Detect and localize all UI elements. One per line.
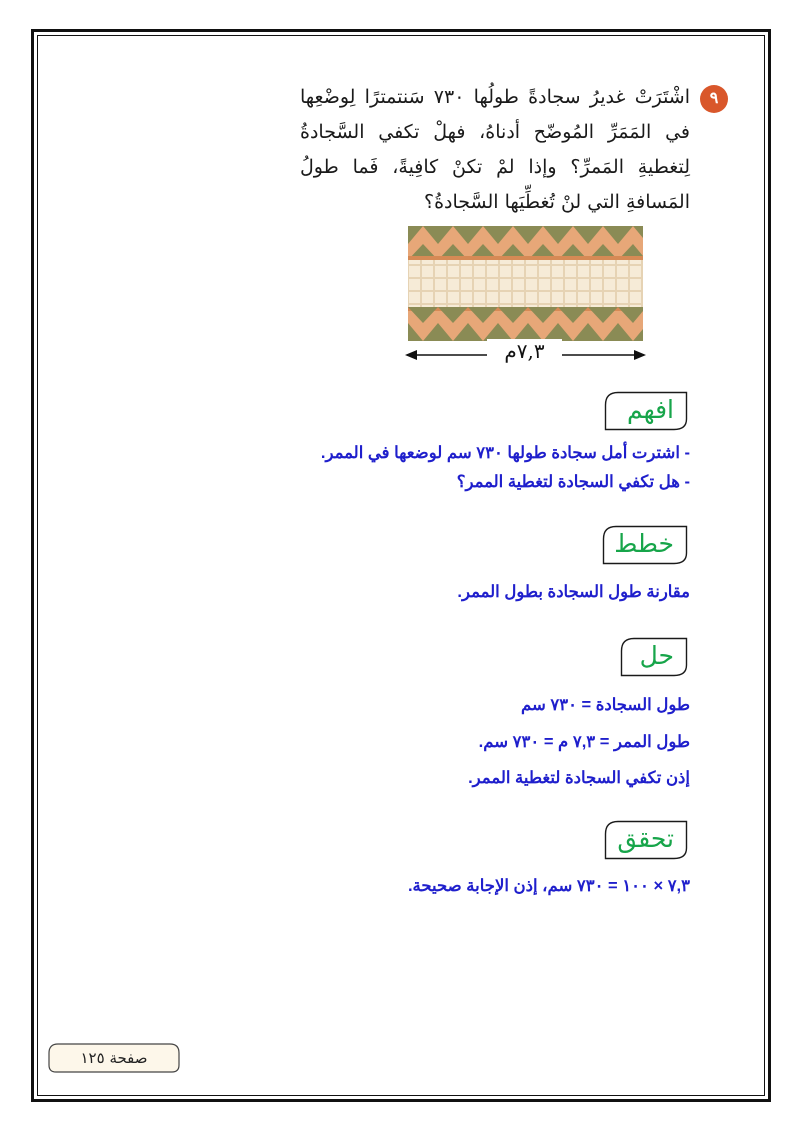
solve-line-2: طول الممر = ٧,٣ م = ٧٣٠ سم. — [478, 733, 690, 751]
plan-line-1: مقارنة طول السجادة بطول الممر. — [457, 583, 690, 601]
understand-heading: افهم — [604, 391, 688, 431]
solve-heading: حل — [620, 637, 688, 677]
solve-line-1: طول السجادة = ٧٣٠ سم — [520, 696, 690, 714]
solve-line-3: إذن تكفي السجادة لتغطية الممر. — [468, 769, 690, 787]
dimension-label: ٧,٣م — [487, 339, 562, 363]
problem-number-badge: ٩ — [700, 85, 728, 113]
problem-statement: اشْتَرَتْ غديرُ سجادةً طولُها ٧٣٠ سَنتمترًا لِوضْعِها في المَمَرِّ المُوضّح أدناهُ، فهلْ تكفي السَّجادةُ لِتغطيةِ المَمرِّ؟ وإذا لمْ تكنْ كافِيةً، فَما طولُ المَسافةِ التي لنْ تُغطِّيَها السَّجادةُ؟ — [300, 86, 690, 213]
understand-line-2: - هل تكفي السجادة لتغطية الممر؟ — [456, 473, 690, 491]
plan-heading: خطط — [602, 525, 688, 565]
page-number-tab: صفحة ١٢٥ — [48, 1043, 180, 1073]
corridor-carpet-figure — [408, 226, 643, 341]
understand-line-1: - اشترت أمل سجادة طولها ٧٣٠ سم لوضعها في الممر. — [320, 444, 690, 462]
problem-block — [300, 80, 719, 220]
check-heading: تحقق — [604, 820, 688, 860]
check-line-1: ٧,٣ × ١٠٠ = ٧٣٠ سم، إذن الإجابة صحيحة. — [407, 877, 690, 895]
